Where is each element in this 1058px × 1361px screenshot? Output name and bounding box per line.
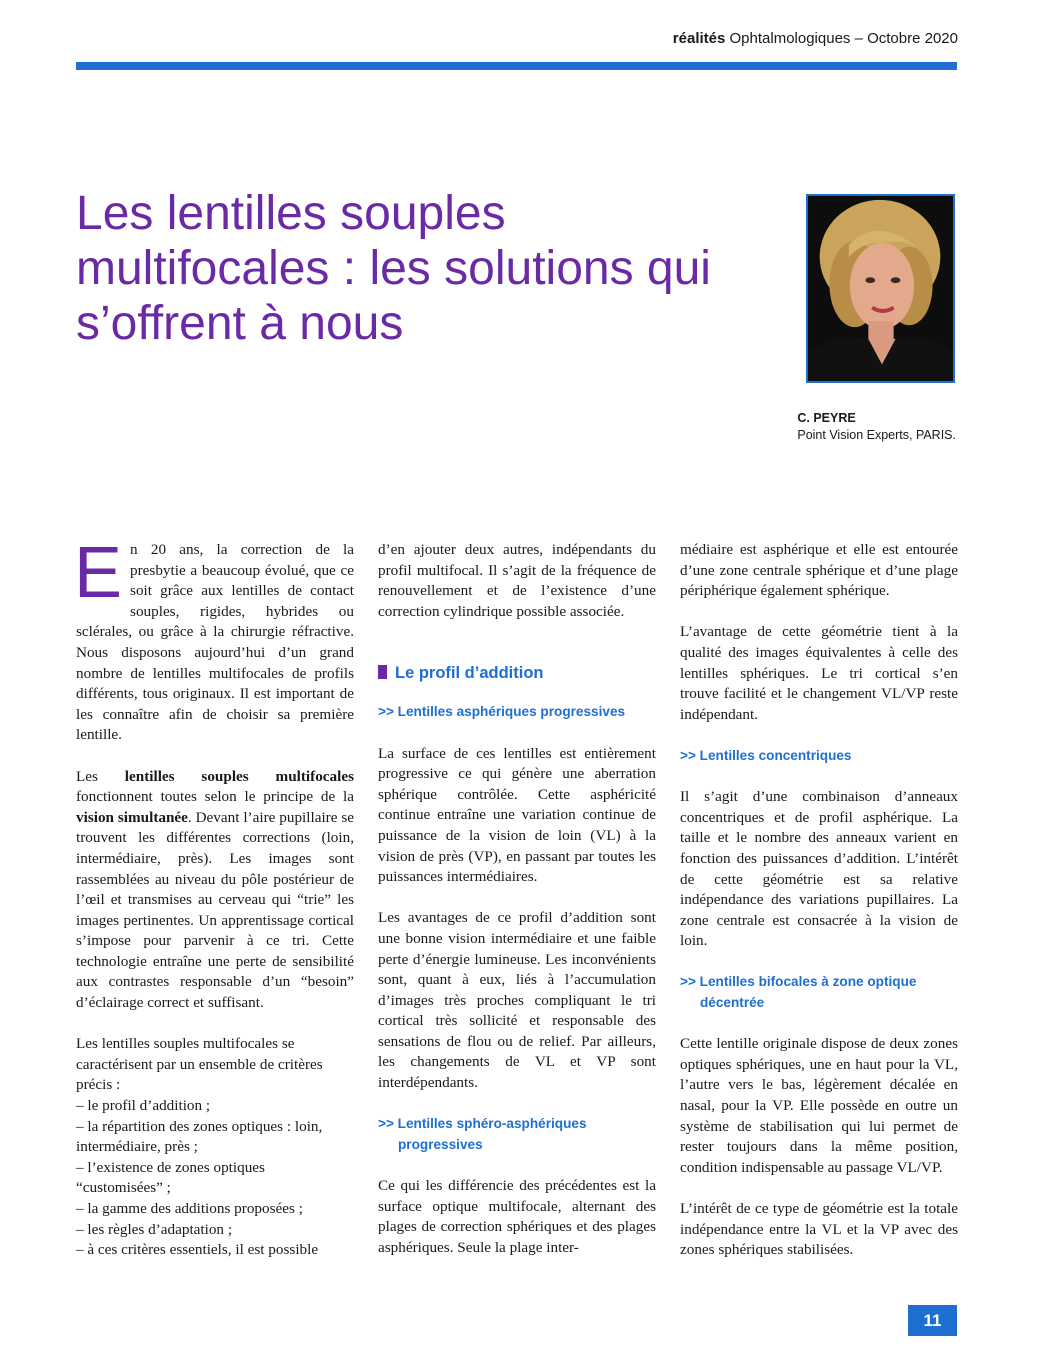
paragraph: médiaire est asphérique et elle est entourée d’une zone centrale sphérique et d’une plage périphérique également sphérique. (680, 541, 958, 600)
column-3 (680, 540, 958, 1261)
paragraph: Les lentilles souples multifocales fonctionnent toutes selon le principe de la vision simultanée. Devant l’aire pupillaire se trouvent les différentes corrections (loin, intermédiaire, près). Les images sont rassemblées au niveau du pôle postérieur de l’œil et transmises au cerveau qui “trie” les images pertinentes. Un apprentissage cortical s’impose pour parvenir à ce tri. Cette technologie entraîne une perte de sensibilité aux contrastes responsable d’un “besoin” d’éclairage correct et suffisant. (76, 767, 354, 1012)
author-affiliation: Point Vision Experts, PARIS. (797, 428, 956, 442)
list-item: – les règles d’adaptation ; (76, 1220, 233, 1238)
header-rule (76, 62, 957, 70)
list-item: – le profil d’addition ; (76, 1097, 211, 1115)
journal-issue: Ophtalmologiques – Octobre 2020 (725, 30, 958, 47)
journal-name: réalités (672, 30, 726, 47)
paragraph: Il s’agit d’une combinaison d’anneaux concentriques et de profil asphérique. La taille et le nombre des anneaux varient en fonction des puissances d’addition. L’intérêt de cette géométrie est sa relative indépendance des variations pupillaires. La zone centrale est consacrée à la vision de loin. (680, 788, 958, 950)
paragraph: L’avantage de cette géométrie tient à la qualité des images équivalentes à celle des lentilles sphériques. Le tri cortical s’en trouve facilité et le changement VL/VP reste indépendant. (680, 623, 958, 723)
subsection-heading: >> Lentilles sphéro-asphériques progressives (378, 1116, 587, 1152)
list-item: – à ces critères essentiels, il est possible (76, 1241, 319, 1259)
paragraph: Cette lentille originale dispose de deux zones optiques sphériques, une en haut pour la VL, l’autre vers le bas, légèrement décalée en nasal, pour la VP. Elle possède en outre un système de stabilisation qui lui permet de rester toujours dans la même position, condition indispensable au passage VL/VP. (680, 1035, 958, 1176)
paragraph: d’en ajouter deux autres, indépendants du profil multifocal. Il s’agit de la fréquence de renouvellement et de l’existence d’une correction cylindrique possible associée. (378, 541, 656, 620)
article-title: Les lentilles souples multifocales : les solutions qui s’offrent à nous (76, 187, 711, 350)
author-block (797, 410, 956, 444)
journal-header (673, 30, 958, 47)
portrait-image (808, 196, 953, 381)
list-item: – la gamme des additions proposées ; (76, 1200, 303, 1217)
list-item: – la répartition des zones optiques : loin, intermédiaire, près ; (76, 1117, 323, 1156)
column-1 (74, 533, 354, 1261)
list-item: – l’existence de zones optiques “customisées” ; (76, 1158, 265, 1197)
author-name: C. PEYRE (797, 411, 856, 425)
column-2 (378, 540, 656, 1258)
paragraph: Les lentilles souples multifocales se caractérisent par un ensemble de critères précis : (76, 1035, 323, 1094)
section-heading: Le profil d’addition (378, 662, 656, 684)
paragraph: Les avantages de ce profil d’addition sont une bonne vision intermédiaire et une faible perte d’énergie lumineuse. Les inconvénients sont, quant à eux, liés à l’accumulation d’images très proches compliquant le tri cortical très sollicité et responsable des sensations de flou ou de relief. Par ailleurs, les changements de VL et VP sont interdépendants. (378, 909, 656, 1092)
paragraph: La surface de ces lentilles est entièrement progressive ce qui génère une aberration sphérique contrôlée. Cette asphéricité continue entraîne une variation continue de puissance de la vision de loin (VL) à la vision de près (VP), en passant par toutes les puissances intermédiaires. (378, 744, 656, 886)
paragraph: L’intérêt de ce type de géométrie est la totale indépendance entre la VL et la VP avec des zones sphériques stabilisées. (680, 1200, 958, 1259)
page-number: 11 (908, 1305, 957, 1336)
drop-cap: E (74, 533, 123, 613)
paragraph: Ce qui les différencie des précédentes est la surface optique multifocale, alternant des plages de correction sphériques et des plages asphériques. Seule la plage inter- (378, 1177, 656, 1256)
section-square-icon (378, 665, 387, 679)
intro-paragraph: En 20 ans, la correction de la presbytie a beaucoup évolué, que ce soit grâce aux lentilles de contact souples, rigides, hybrides ou sclérales, ou grâce à la chirurgie réfractive. Nous disposons aujourd’hui d’un grand nombre de lentilles multifocales de profils différents, tous originaux. Il est important de les connaître afin de choisir sa première lentille. (74, 533, 354, 744)
author-portrait (806, 194, 955, 383)
subsection-heading: >> Lentilles concentriques (680, 747, 852, 763)
subsection-heading: >> Lentilles bifocales à zone optique décentrée (680, 974, 917, 1011)
criteria-list (76, 1096, 354, 1261)
subsection-heading: >> Lentilles asphériques progressives (378, 704, 626, 720)
